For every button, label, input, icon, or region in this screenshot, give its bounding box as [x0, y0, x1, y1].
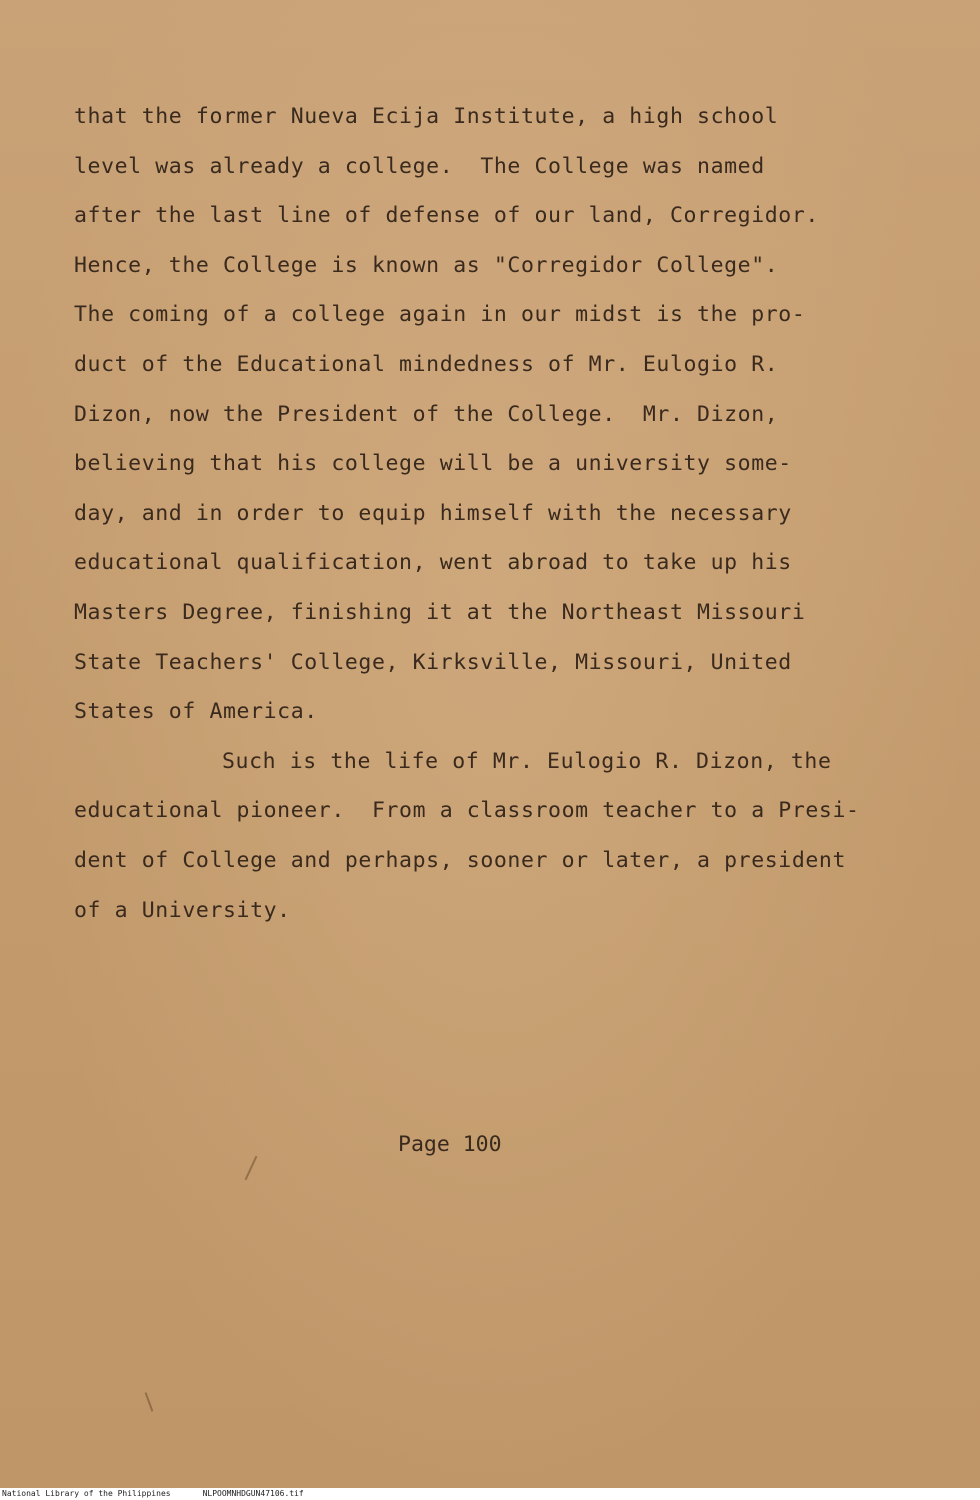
text-line: day, and in order to equip himself with the necessary: [74, 500, 792, 526]
pencil-mark: [245, 1156, 258, 1180]
text-line: believing that his college will be a university some-: [74, 451, 792, 477]
text-line: after the last line of defense of our land, Corregidor.: [74, 203, 819, 229]
text-line: of a University.: [74, 897, 291, 923]
text-line: duct of the Educational mindedness of Mr. Eulogio R.: [74, 351, 779, 377]
text-line: States of America.: [74, 699, 318, 725]
text-line: Such is the life of Mr. Eulogio R. Dizon, the: [222, 748, 832, 774]
text-line: educational qualification, went abroad to take up his: [74, 550, 792, 576]
scan-footer: [0, 1488, 980, 1500]
text-line: educational pioneer. From a classroom teacher to a Presi-: [74, 798, 860, 824]
text-line: that the former Nueva Ecija Institute, a high school: [74, 104, 779, 129]
text-line: State Teachers' College, Kirksville, Missouri, United: [74, 649, 792, 675]
text-line: The coming of a college again in our midst is the pro-: [74, 302, 806, 328]
footer-source: National Library of the Philippines: [2, 1489, 171, 1498]
text-line: dent of College and perhaps, sooner or later, a president: [74, 847, 847, 873]
body-text: [74, 92, 944, 935]
page-number: Page 100: [398, 1132, 502, 1157]
pencil-mark: [145, 1392, 154, 1411]
footer-filename: NLPOOMNHDGUN47106.tif: [202, 1489, 304, 1498]
text-line: Masters Degree, finishing it at the Northeast Missouri: [74, 599, 806, 625]
text-line: Hence, the College is known as "Corregidor College".: [74, 252, 779, 278]
text-line: level was already a college. The College was named: [74, 153, 765, 179]
text-line: Dizon, now the President of the College. Mr. Dizon,: [74, 401, 779, 427]
